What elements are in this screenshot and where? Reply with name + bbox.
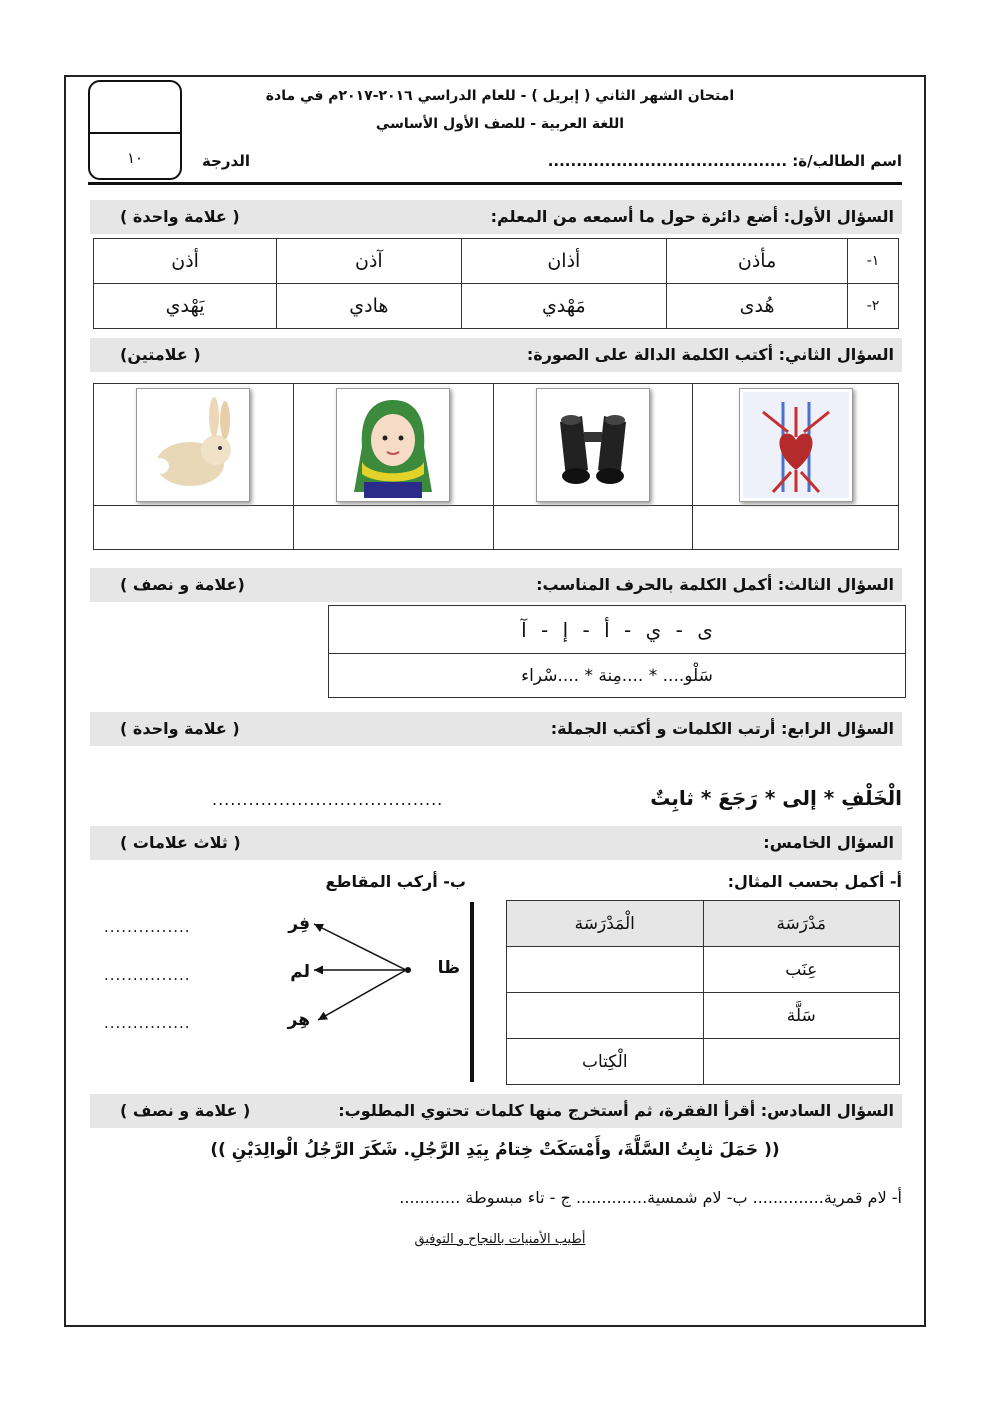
q2-band [90, 338, 902, 372]
q5-cell: عِنَب [703, 947, 900, 993]
answer-box[interactable] [94, 506, 294, 550]
heart-picture [739, 388, 853, 502]
q4-words: الْخَلْفِ * إلى * رَجَعَ * ثابِتٌ [650, 786, 902, 810]
q6-band [90, 1094, 902, 1128]
q3-marks: (علامة و نصف ) [120, 575, 245, 594]
syllable-blank[interactable]: ............... [104, 1014, 191, 1032]
q5-band [90, 826, 902, 860]
q1-word[interactable]: أذن [94, 239, 277, 284]
q5-vertical-divider [470, 902, 474, 1082]
q5-cell: الْمَدْرَسَة [507, 901, 704, 947]
q1-row [94, 284, 899, 329]
q1-title: السؤال الأول: أضع دائرة حول ما أسمعه من المعلم: [490, 207, 894, 226]
q5-answer-cell[interactable] [507, 993, 704, 1039]
q3-letters: ى - ي - أ - إ - آ [329, 606, 906, 654]
q3-table [328, 605, 906, 698]
q3-band [90, 568, 902, 602]
syllable-blank[interactable]: ............... [104, 966, 191, 984]
q1-word[interactable]: مأذن [667, 239, 848, 284]
student-name-field[interactable]: اسم الطالب/ة: .......................................... [547, 152, 902, 170]
binoculars-picture [536, 388, 650, 502]
q1-row-number: ٢- [848, 284, 899, 329]
q6-title: السؤال السادس: أقرأ الفقرة، ثم أستخرج منها كلمات تحتوي المطلوب: [338, 1101, 894, 1120]
header-line-2: اللغة العربية - للصف الأول الأساسي [375, 116, 625, 132]
q1-band [90, 200, 902, 234]
q2-title: السؤال الثاني: أكتب الكلمة الدالة على الصورة: [526, 345, 894, 364]
q1-marks: ( علامة واحدة ) [120, 207, 240, 226]
syllable-arrows [300, 910, 420, 1030]
q4-band [90, 712, 902, 746]
q5-table [506, 900, 900, 1085]
girl-hijab-picture [336, 388, 450, 502]
q1-row-number: ١- [848, 239, 899, 284]
syllable: فِر [288, 914, 310, 934]
q1-table [93, 238, 899, 329]
grade-label: الدرجة [202, 152, 250, 170]
q1-word[interactable]: أذان [461, 239, 667, 284]
q4-marks: ( علامة واحدة ) [120, 719, 240, 738]
q5-cell: سَلَّة [703, 993, 900, 1039]
header-divider [88, 182, 902, 185]
header-line-1: امتحان الشهر الثاني ( إبريل ) - للعام الدراسي ٢٠١٦-٢٠١٧م في مادة [265, 88, 735, 104]
q5-cell: مَدْرَسَة [703, 901, 900, 947]
q5-title: السؤال الخامس: [763, 833, 894, 852]
q1-word[interactable]: هُدى [667, 284, 848, 329]
syllable: لم [290, 962, 310, 982]
q3-title: السؤال الثالث: أكمل الكلمة بالحرف المناسب: [536, 575, 894, 594]
q4-title: السؤال الرابع: أرتب الكلمات و أكتب الجملة: [550, 719, 894, 738]
q2-marks: ( علامتين) [120, 345, 201, 364]
q6-paragraph: (( حَمَلَ ثابِتُ السَّلَّةَ، وأَمْسَكَتْ خِتامُ بِيَدِ الرَّجُلِ. شَكَرَ الرَّجُلُ الْوالِدَيْنِ )) [210, 1140, 780, 1160]
answer-box[interactable] [293, 506, 493, 550]
syllable-blank[interactable]: ............... [104, 918, 191, 936]
q1-word[interactable]: آذن [277, 239, 461, 284]
q5-part-a: أ- أكمل بحسب المثال: [727, 872, 902, 891]
q6-answers[interactable]: أ- لام قمرية.............. ب- لام شمسية.............. ج - تاء مبسوطة ............ [399, 1188, 902, 1207]
q6-marks: ( علامة و نصف ) [120, 1101, 251, 1120]
q2-table [93, 383, 899, 550]
syllable: هِر [287, 1010, 310, 1030]
q5-marks: ( ثلاث علامات ) [120, 833, 241, 852]
footer-wishes: أطيب الأمنيات بالنجاح و التوفيق [414, 1232, 586, 1247]
q1-word[interactable]: هادي [277, 284, 461, 329]
q5-part-b: ب- أركب المقاطع [325, 872, 466, 891]
answer-box[interactable] [693, 506, 899, 550]
grade-value: ١٠ [126, 149, 144, 167]
q4-answer-line[interactable]: ...................................... [212, 790, 444, 809]
q1-row [94, 239, 899, 284]
q5-answer-cell[interactable] [703, 1039, 900, 1085]
q5-answer-cell[interactable] [507, 947, 704, 993]
grade-box [88, 80, 182, 180]
q5-cell: الْكِتاب [507, 1039, 704, 1085]
q1-word[interactable]: مَهْدي [461, 284, 667, 329]
rabbit-picture [136, 388, 250, 502]
q3-words[interactable]: سَلْو.... * ....مِنة * ....سْراء [329, 654, 906, 698]
answer-box[interactable] [493, 506, 693, 550]
center-syllable: ظا [437, 958, 460, 978]
q1-word[interactable]: يَهْدي [94, 284, 277, 329]
